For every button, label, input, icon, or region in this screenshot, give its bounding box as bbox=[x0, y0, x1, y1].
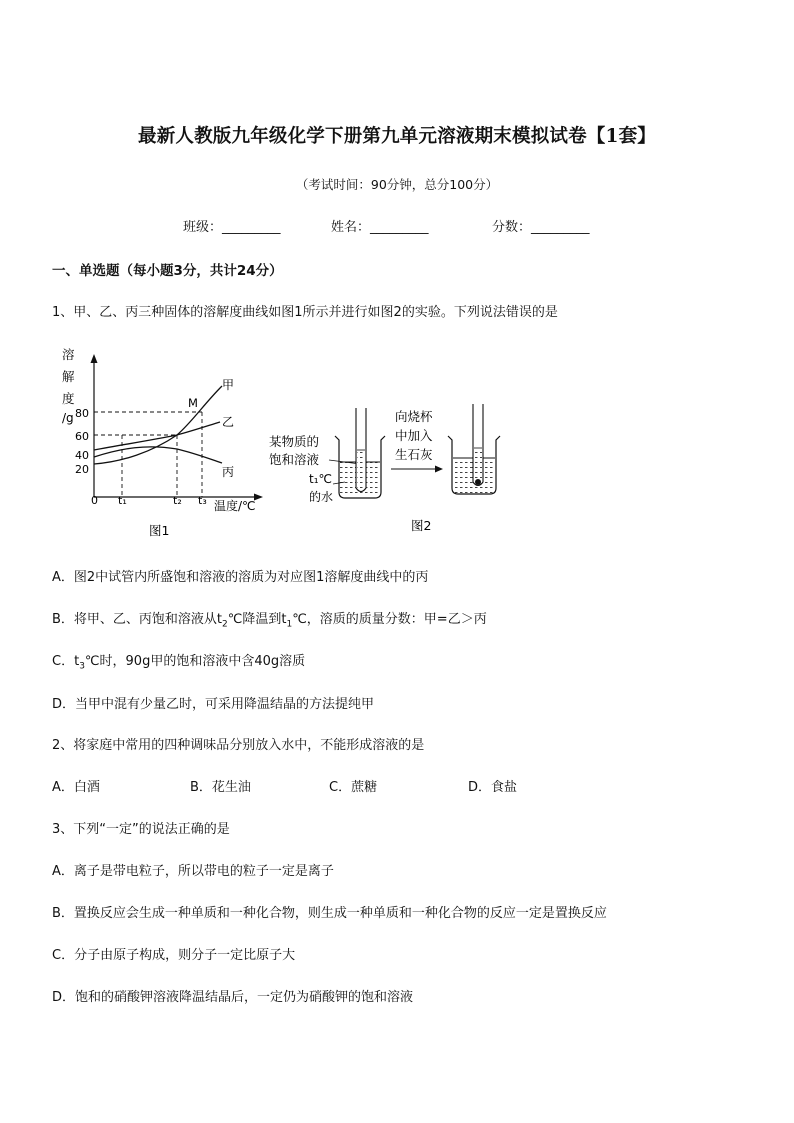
y-tick-20: 20 bbox=[75, 463, 89, 476]
figure-2-caption: 图2 bbox=[411, 518, 432, 533]
question-1-stem: 1、甲、乙、丙三种固体的溶解度曲线如图1所示并进行如图2的实验。下列说法错误的是 bbox=[52, 305, 558, 320]
q1-option-b-post: ℃，溶质的质量分数：甲=乙＞丙 bbox=[292, 612, 487, 627]
precipitate bbox=[475, 479, 481, 485]
y-axis-label-4: /g bbox=[62, 411, 74, 425]
score-field[interactable]: 分数：_________ bbox=[492, 220, 590, 235]
process-arrow-head bbox=[435, 466, 443, 473]
section-heading: 一、单选题（每小题3分，共计24分） bbox=[52, 263, 283, 279]
q3-option-c[interactable]: C．分子由原子构成，则分子一定比原子大 bbox=[52, 948, 296, 963]
curve-label-jia: 甲 bbox=[222, 378, 235, 392]
fig2-label-solution-1: 某物质的 bbox=[269, 434, 320, 449]
curve-label-yi: 乙 bbox=[222, 415, 235, 429]
point-m-label: M bbox=[188, 396, 198, 410]
y-axis-label-2: 解 bbox=[62, 369, 75, 384]
q1-option-b[interactable] bbox=[52, 608, 487, 630]
x-axis-label: 温度/℃ bbox=[214, 499, 256, 513]
page-title: 最新人教版九年级化学下册第九单元溶液期末模拟试卷【1套】 bbox=[138, 126, 656, 147]
y-axis-label-1: 溶 bbox=[62, 347, 75, 362]
x-tick-t2: t₂ bbox=[173, 494, 182, 507]
class-field[interactable]: 班级：_________ bbox=[183, 220, 281, 235]
test-tube-1 bbox=[356, 408, 366, 492]
test-tube-2 bbox=[473, 404, 483, 486]
q2-option-c[interactable]: C．蔗糖 bbox=[329, 780, 378, 795]
curve-yi bbox=[94, 422, 220, 450]
curve-bing bbox=[94, 447, 222, 463]
q1-option-b-pre: B．将甲、乙、丙饱和溶液从t bbox=[52, 612, 223, 627]
y-axis-label-3: 度 bbox=[62, 391, 75, 406]
y-tick-80: 80 bbox=[75, 407, 89, 420]
fig2-label-add-1: 向烧杯 bbox=[395, 409, 433, 424]
exam-info: （考试时间：90分钟，总分100分） bbox=[295, 177, 499, 192]
q1-option-c-post: ℃时，90g甲的饱和溶液中含40g溶质 bbox=[84, 654, 306, 669]
q1-option-b-mid: ℃降温到t bbox=[227, 612, 287, 627]
name-field[interactable]: 姓名：_________ bbox=[331, 220, 429, 235]
q2-option-d[interactable]: D．食盐 bbox=[468, 780, 518, 795]
y-tick-40: 40 bbox=[75, 449, 89, 462]
fig2-label-solution-2: 饱和溶液 bbox=[269, 452, 320, 467]
q2-option-b[interactable]: B．花生油 bbox=[190, 780, 251, 795]
curve-label-bing: 丙 bbox=[222, 465, 235, 479]
question-3-stem: 3、下列“一定”的说法正确的是 bbox=[52, 822, 230, 837]
q1-option-d[interactable]: D．当甲中混有少量乙时，可采用降温结晶的方法提纯甲 bbox=[52, 697, 375, 712]
x-tick-t3: t₃ bbox=[198, 494, 207, 507]
q1-option-b-sub-2: 1 bbox=[286, 619, 293, 630]
q3-option-b[interactable]: B．置换反应会生成一种单质和一种化合物，则生成一种单质和一种化合物的反应一定是置换反应 bbox=[52, 906, 607, 921]
fig2-label-add-3: 生石灰 bbox=[395, 447, 433, 462]
fig2-label-add-2: 中加入 bbox=[395, 428, 433, 443]
x-tick-0: 0 bbox=[91, 494, 98, 507]
q1-option-b-sub-1: 2 bbox=[222, 619, 228, 630]
q1-option-c-pre: C．t bbox=[52, 654, 80, 669]
question-2-stem: 2、将家庭中常用的四种调味品分别放入水中，不能形成溶液的是 bbox=[52, 738, 425, 753]
q1-option-a[interactable]: A．图2中试管内所盛饱和溶液的溶质为对应图1溶解度曲线中的丙 bbox=[52, 570, 429, 585]
fig2-label-water-1: t₁℃ bbox=[309, 472, 332, 486]
y-tick-60: 60 bbox=[75, 430, 89, 443]
figure-1-solubility-chart bbox=[52, 342, 272, 542]
figure-2-experiment bbox=[265, 400, 505, 540]
q2-option-a[interactable]: A．白酒 bbox=[52, 780, 100, 795]
q3-option-d[interactable]: D．饱和的硝酸钾溶液降温结晶后，一定仍为硝酸钾的饱和溶液 bbox=[52, 990, 414, 1005]
x-tick-t1: t₁ bbox=[118, 494, 127, 507]
q1-option-c-sub: 3 bbox=[79, 661, 85, 672]
fig2-label-water-2: 的水 bbox=[309, 490, 334, 504]
q3-option-a[interactable]: A．离子是带电粒子，所以带电的粒子一定是离子 bbox=[52, 864, 334, 879]
q1-option-c[interactable] bbox=[52, 650, 305, 672]
figure-1-caption: 图1 bbox=[149, 523, 170, 538]
curve-jia bbox=[94, 386, 222, 464]
y-axis-arrow bbox=[91, 354, 98, 363]
